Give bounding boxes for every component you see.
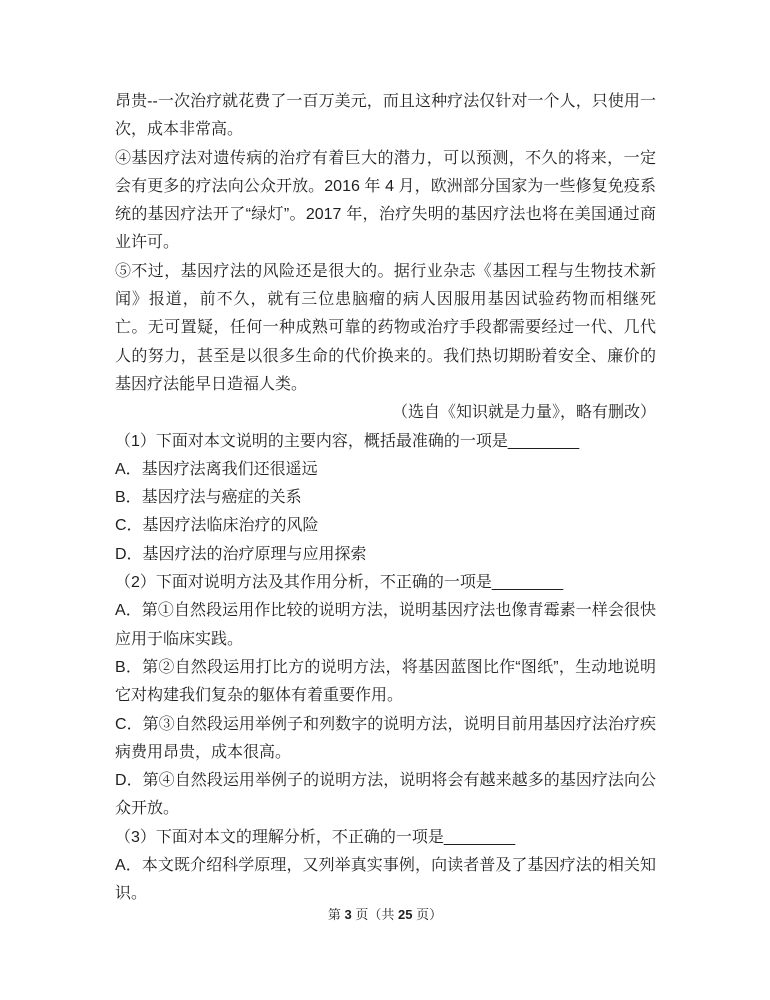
page-footer <box>0 901 770 929</box>
question-2-option-b: B．第②自然段运用打比方的说明方法，将基因蓝图比作“图纸”，生动地说明它对构建我们复杂的躯体有着重要作用。 <box>115 658 656 705</box>
question-2-option-a: A．第①自然段运用作比较的说明方法，说明基因疗法也像青霉素一样会很快应用于临床实践。 <box>115 602 656 648</box>
question-3-option-a: A．本文既介绍科学原理，又列举真实事例，向读者普及了基因疗法的相关知识。 <box>115 857 656 903</box>
article-body <box>115 88 656 909</box>
question-2-stem: （2）下面对说明方法及其作用分析，不正确的一项是________ <box>115 574 564 592</box>
question-3-stem: （3）下面对本文的理解分析，不正确的一项是________ <box>115 828 516 846</box>
paragraph-5: ⑤不过，基因疗法的风险还是很大的。据行业杂志《基因工程与生物技术新闻》报道，前不久，就有三位患脑瘤的病人因服用基因试验药物而相继死亡。无可置疑，任何一种成熟可靠的药物或治疗手段都需要经过一代、几代人的努力，甚至是以很多生命的代价换来的。我们热切期盼着安全、廉价的基因疗法能早日造福人类。 <box>115 262 656 393</box>
footer-label-middle: 页（共 <box>351 907 398 922</box>
question-2-option-d: D．第④自然段运用举例子的说明方法，说明将会有越来越多的基因疗法向公众开放。 <box>115 772 656 818</box>
footer-label-suffix: 页） <box>412 907 443 922</box>
source-note: （选自《知识就是力量》，略有删改） <box>391 404 656 422</box>
paragraph-continuation: 昂贵--一次治疗就花费了一百万美元，而且这种疗法仅针对一个人，只使用一次，成本非常高。 <box>115 93 656 139</box>
paragraph-4: ④基因疗法对遗传病的治疗有着巨大的潜力，可以预测，不久的将来，一定会有更多的疗法向公众开放。2016 年 4 月，欧洲部分国家为一些修复免疫系统的基因疗法开了“绿灯”。2017 年，治疗失明的基因疗法也将在美国通过商业许可。 <box>115 149 656 252</box>
question-1-option-a: A．基因疗法离我们还很遥远 <box>115 460 318 478</box>
question-1-option-b: B．基因疗法与癌症的关系 <box>115 489 302 507</box>
question-1-option-c: C．基因疗法临床治疗的风险 <box>115 517 319 535</box>
footer-label-prefix: 第 <box>327 907 345 922</box>
question-2-option-c: C．第③自然段运用举例子和列数字的说明方法，说明目前用基因疗法治疗疾病费用昂贵，成本很高。 <box>115 715 656 761</box>
total-page-number: 25 <box>398 907 413 922</box>
current-page-number: 3 <box>344 907 352 922</box>
question-1-stem: （1）下面对本文说明的主要内容，概括最准确的一项是________ <box>115 432 580 450</box>
question-1-option-d: D．基因疗法的治疗原理与应用探索 <box>115 545 367 563</box>
